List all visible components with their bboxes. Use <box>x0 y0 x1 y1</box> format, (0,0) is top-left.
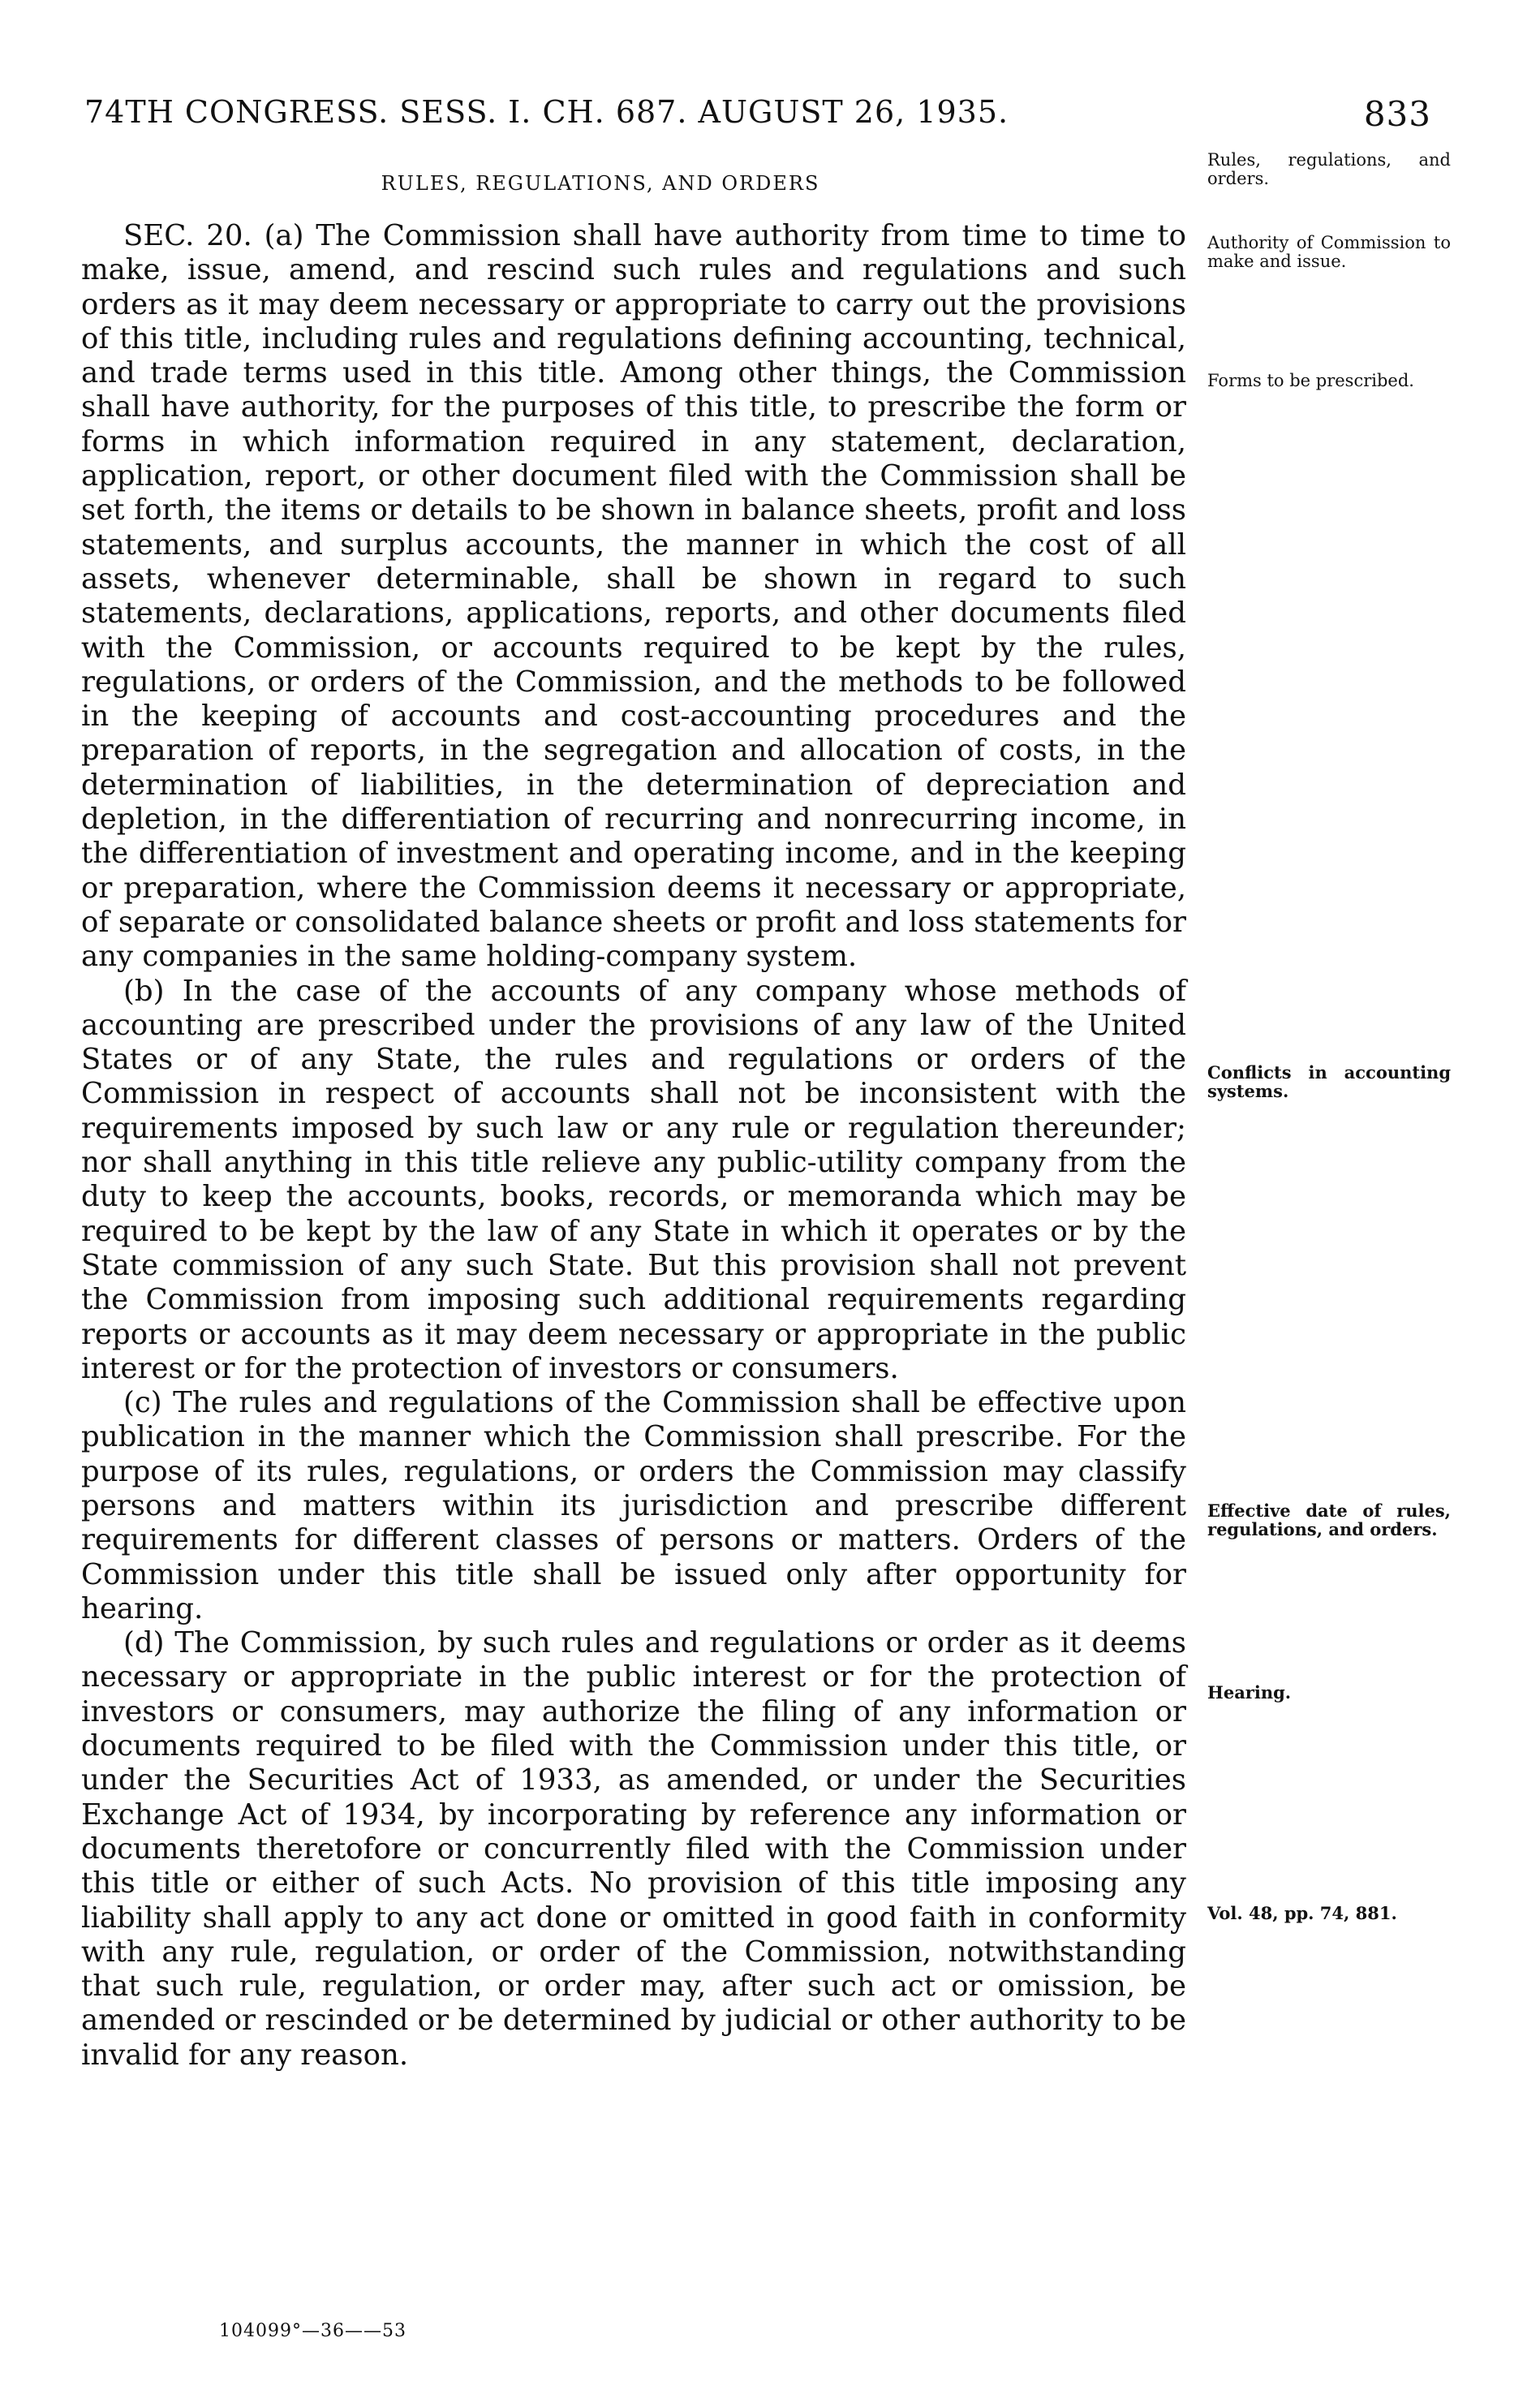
paragraph-d: (d) The Commission, by such rules and regulations or order as it deems necessary or appropriate in the public interest or for the protection of investors or consumers, may authorize the filing of any information or documents required to be filed with the Commission under this title, or under the Securities Act of 1933, as amended, or under the Securities Exchange Act of 1934, by incorporating by reference any information or documents theretofore or concurrently filed with the Commission under this title or either of such Acts. No provision of this title imposing any liability shall apply to any act done or omitted in good faith in conformity with any rule, regulation, or order of the Commission, notwithstanding that such rule, regulation, or order may, after such act or omission, be amended or rescinded or be determined by judicial or other authority to be invalid for any reason. <box>81 1626 1186 2072</box>
margin-note-effective-date: Effective date of rules, regulations, and orders. <box>1207 1500 1451 1539</box>
running-header <box>84 94 1431 143</box>
paragraph-c: (c) The rules and regulations of the Commission shall be effective upon publication in the manner which the Commission shall prescribe. For the purpose of its rules, regulations, or orders the Commission may classify persons and matters within its jurisdiction and prescribe different requirements for different classes of persons or matters. Orders of the Commission under this title shall be issued only after opportunity for hearing. <box>81 1386 1186 1625</box>
margin-note-citation: Vol. 48, pp. 74, 881. <box>1207 1903 1397 1923</box>
paragraph-a: SEC. 20. (a) The Commission shall have authority from time to time to make, issue, amend, and rescind such rules and regulations and such orders as it may deem necessary or appropriate to carry out the provisions of this title, including rules and regulations defining accounting, technical, and trade terms used in this title. Among other things, the Commission shall have authority, for the purposes of this title, to prescribe the form or forms in which information required in any statement, declaration, application, report, or other document filed with the Commission shall be set forth, the items or details to be shown in balance sheets, profit and loss statements, and surplus accounts, the manner in which the cost of all assets, whenever determinable, shall be shown in regard to such statements, declarations, applications, reports, and other documents filed with the Commission, or accounts required to be kept by the rules, regulations, or orders of the Commission, and the methods to be followed in the keeping of accounts and cost-accounting procedures and the preparation of reports, in the segregation and allocation of costs, in the determination of liabilities, in the determination of depreciation and depletion, in the differentiation of recurring and nonrecurring income, in the differentiation of investment and operating income, and in the keeping or preparation, where the Commission deems it necessary or appropriate, of separate or consolidated balance sheets or profit and loss statements for any companies in the same holding-company system. <box>81 219 1186 974</box>
margin-note-conflicts: Conflicts in accounting systems. <box>1207 1062 1451 1101</box>
margin-note-hearing: Hearing. <box>1207 1682 1292 1703</box>
running-head-title: 74TH CONGRESS. SESS. I. CH. 687. AUGUST 26, 1935. <box>84 94 1009 130</box>
paragraph-b: (b) In the case of the accounts of any company whose methods of accounting are prescribed under the provisions of any law of the United States or of any State, the rules and regulations or orders of the Commission in respect of accounts shall not be inconsistent with the requirements imposed by such law or any rule or regulation thereunder; nor shall anything in this title relieve any public-utility company from the duty to keep the accounts, books, records, or memoranda which may be required to be kept by the law of any State in which it operates or by the State commission of any such State. But this provision shall not prevent the Commission from imposing such additional requirements regarding reports or accounts as it may deem necessary or appropriate in the public interest or for the protection of investors or consumers. <box>81 974 1186 1385</box>
page-number: 833 <box>1363 94 1431 134</box>
printer-signature: 104099°—36——53 <box>219 2321 407 2341</box>
section-body <box>81 219 1186 2073</box>
margin-note-authority: Authority of Commission to make and issue. <box>1207 233 1451 271</box>
margin-note-rules: Rules, regulations, and orders. <box>1207 150 1451 188</box>
margin-note-forms: Forms to be prescribed. <box>1207 371 1414 390</box>
section-heading: RULES, REGULATIONS, AND ORDERS <box>381 172 820 195</box>
